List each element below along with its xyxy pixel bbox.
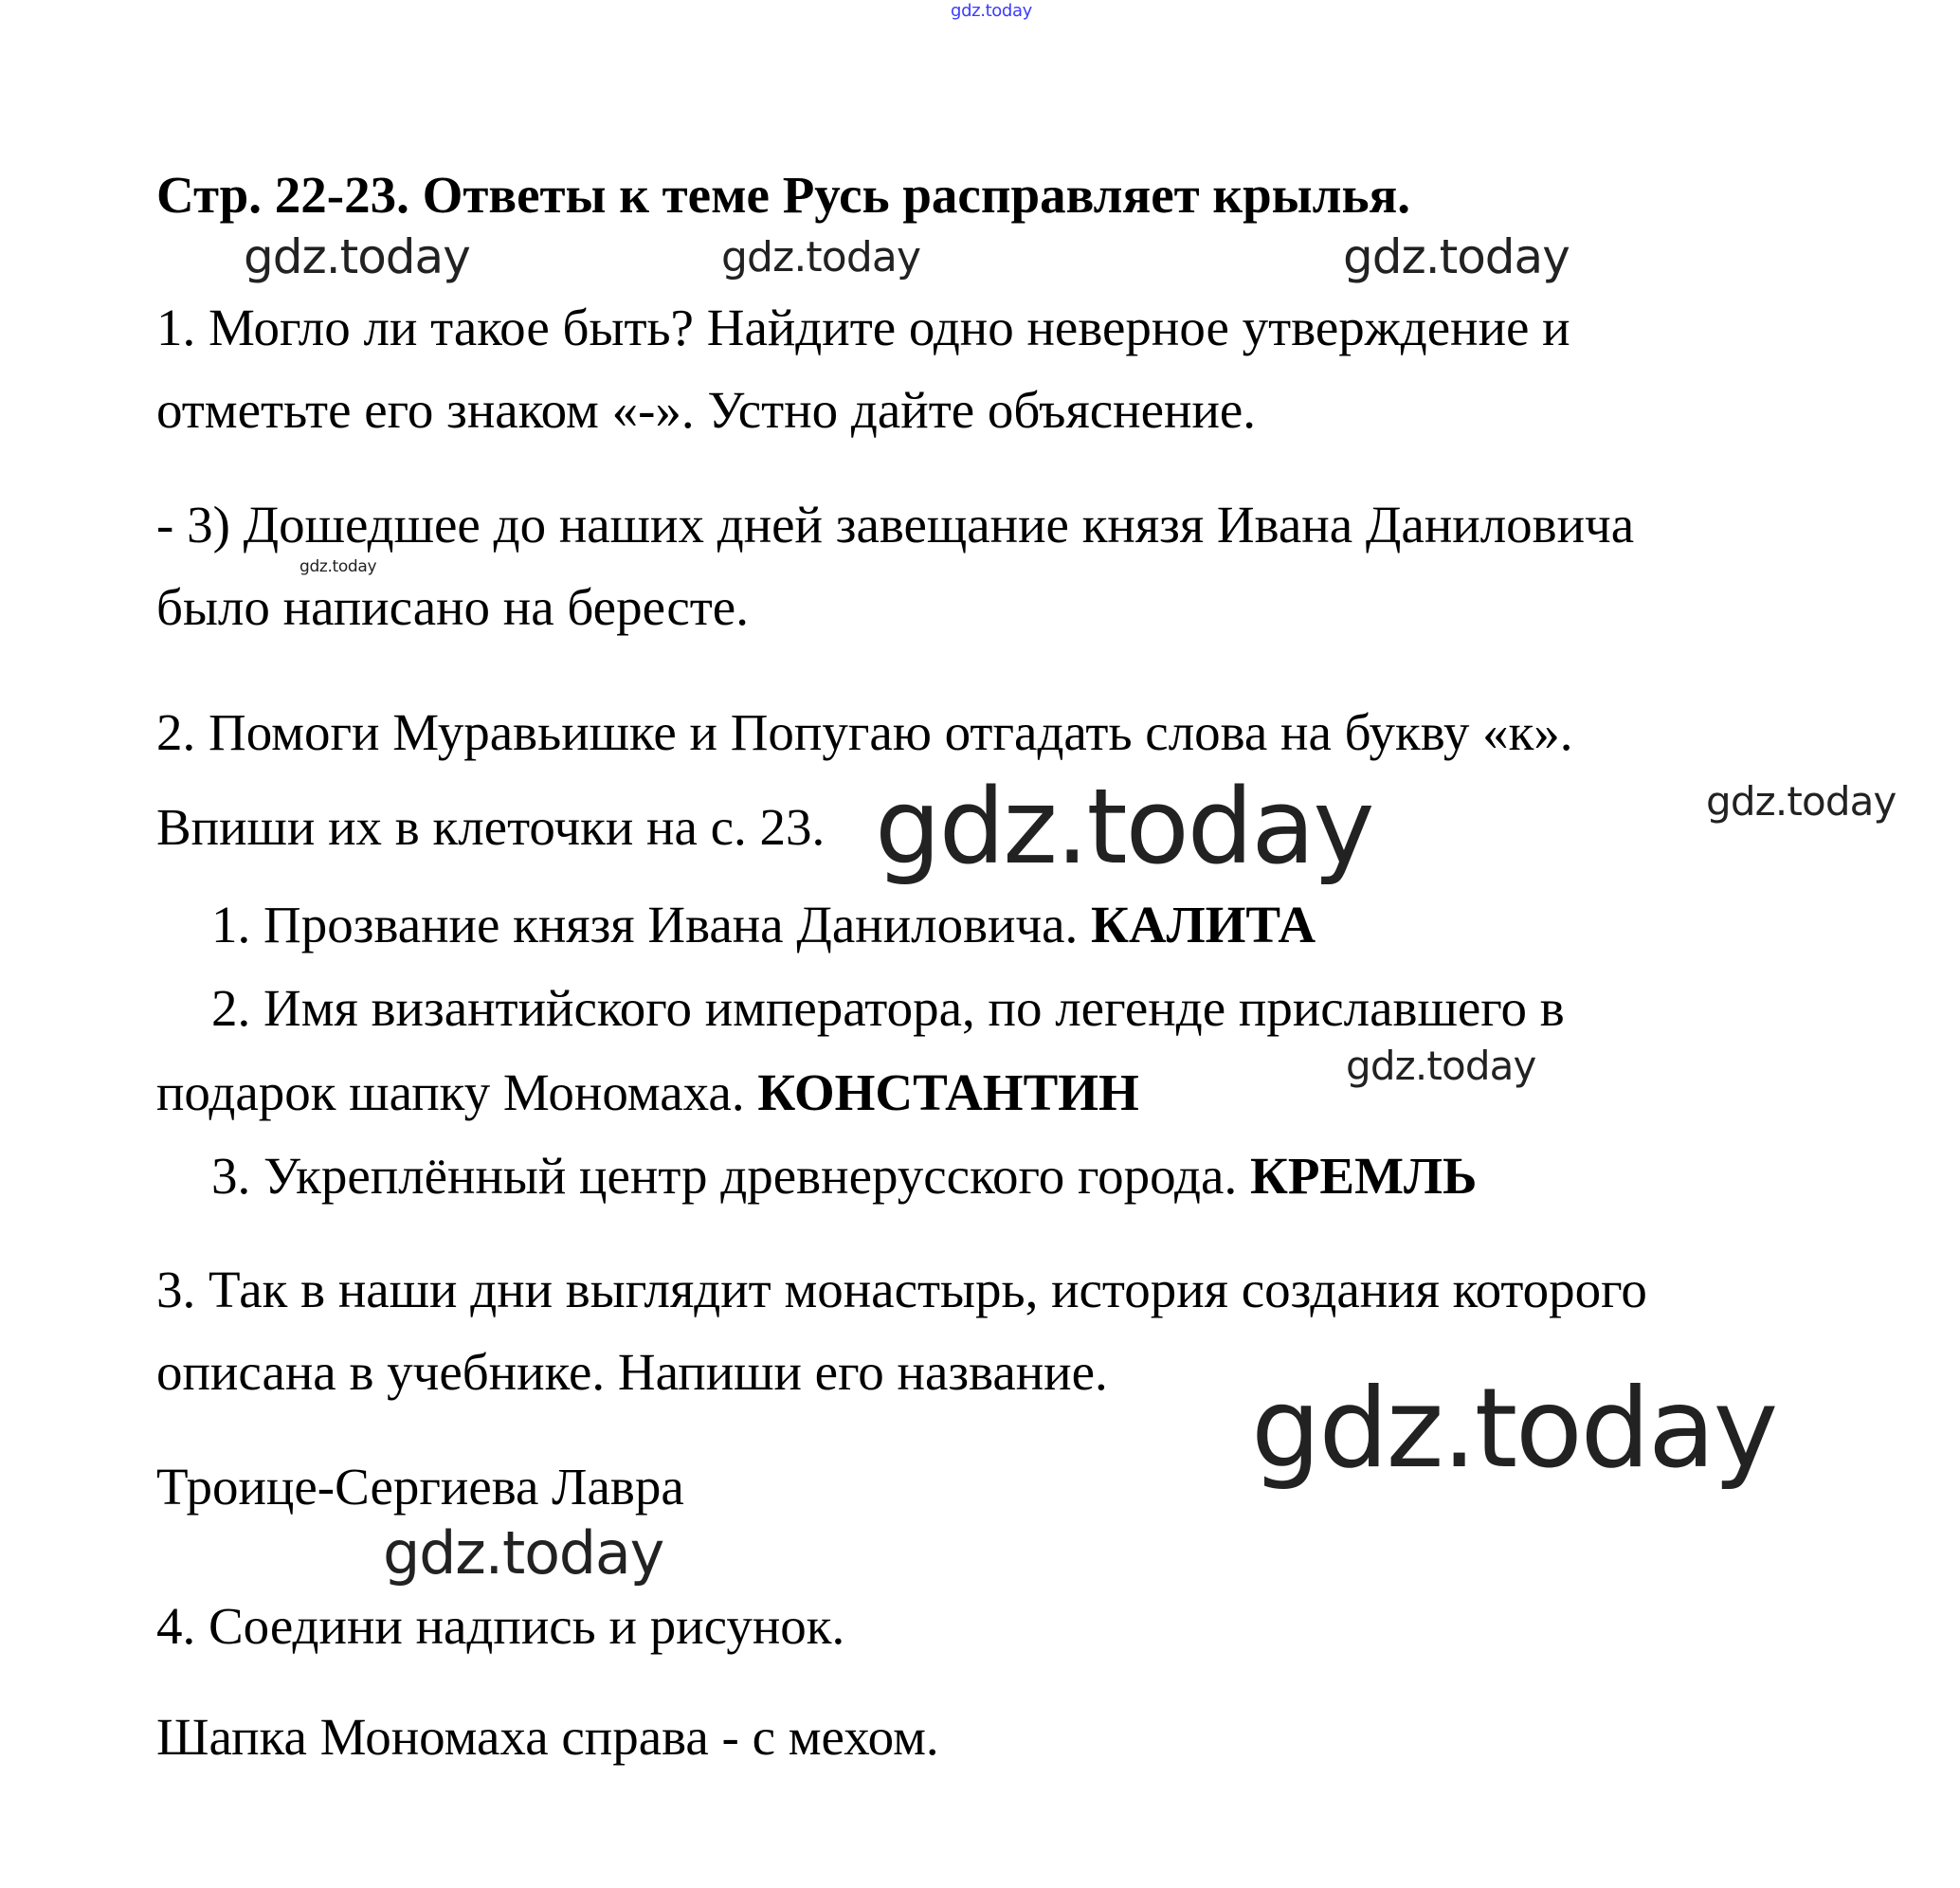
question-1-line-1: 1. Могло ли такое быть? Найдите одно неверное утверждение и	[156, 299, 1570, 356]
question-1-answer-line-1: - 3) Дошедшее до наших дней завещание князя Ивана Даниловича	[156, 496, 1635, 554]
watermark: gdz.today	[299, 557, 377, 576]
watermark: gdz.today	[1346, 1043, 1536, 1089]
question-1-answer-line-2: было написано на бересте.	[156, 578, 749, 636]
question-4-answer: Шапка Мономаха справа - с мехом.	[156, 1708, 939, 1766]
watermark: gdz.today	[721, 233, 921, 281]
page-title: Стр. 22-23. Ответы к теме Русь расправляет крылья.	[156, 166, 1411, 224]
question-2-item-3	[211, 1147, 1478, 1205]
watermark: gdz.today	[244, 229, 470, 284]
question-2-line-2: Впиши их в клеточки на с. 23.	[156, 798, 826, 856]
watermark: gdz.today	[383, 1518, 664, 1588]
watermark-large: gdz.today	[875, 766, 1373, 887]
question-2-item-2-cont	[156, 1063, 1139, 1121]
question-2-item-2: 2. Имя византийского императора, по легенде приславшего в	[211, 979, 1565, 1037]
question-2-item-1	[211, 896, 1316, 953]
watermark: gdz.today	[1706, 778, 1896, 825]
question-3-answer: Троице-Сергиева Лавра	[156, 1458, 684, 1516]
item-answer: КОНСТАНТИН	[757, 1063, 1139, 1121]
item-answer: КРЕМЛЬ	[1249, 1147, 1478, 1205]
question-2-line-1: 2. Помоги Муравьишке и Попугаю отгадать слова на букву «к».	[156, 703, 1573, 761]
item-text: 3. Укреплённый центр древнерусского города.	[211, 1147, 1250, 1205]
item-text: подарок шапку Мономаха.	[156, 1063, 758, 1121]
question-1-line-2: отметьте его знаком «-». Устно дайте объяснение.	[156, 381, 1257, 439]
item-text: 1. Прозвание князя Ивана Даниловича.	[211, 896, 1092, 953]
question-4-line-1: 4. Соедини надпись и рисунок.	[156, 1597, 845, 1655]
question-3-line-2: описана в учебнике. Напиши его название.	[156, 1343, 1108, 1401]
question-3-line-1: 3. Так в наши дни выглядит монастырь, история создания которого	[156, 1261, 1647, 1318]
watermark-large: gdz.today	[1251, 1365, 1776, 1493]
watermark-top: gdz.today	[951, 1, 1032, 21]
watermark: gdz.today	[1343, 229, 1570, 284]
item-answer: КАЛИТА	[1091, 896, 1316, 953]
